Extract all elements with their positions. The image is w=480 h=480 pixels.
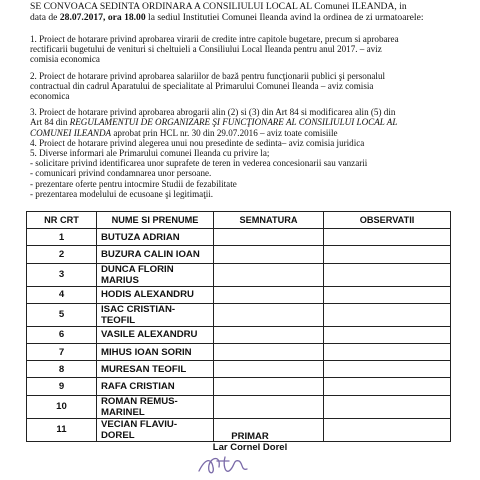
observations-cell xyxy=(324,378,451,395)
table-row: 3 DUNCA FLORIN MARIUS xyxy=(27,263,451,286)
col-header-signature: SEMNATURA xyxy=(214,212,324,229)
col-header-observations: OBSERVATII xyxy=(324,212,451,229)
intro-paragraph xyxy=(30,1,470,23)
member-name: HODIS ALEXANDRU xyxy=(97,286,214,303)
observations-cell xyxy=(324,361,451,378)
sub-item: - solicitare privind identificarea unor suprafete de teren in vederea concesionarii sau vanzarii xyxy=(30,158,368,169)
member-name: ISAC CRISTIAN-TEOFIL xyxy=(97,303,214,326)
signature-cell xyxy=(214,303,324,326)
agenda-list: 1. Proiect de hotarare privind aprobarea virarii de credite intre capitole bugetare, precum si aprobarea rectificarii bugetului de venituri si cheltuieli a Consiliului Local Ileanda pentru anul 2017. – aviz comisia economica 2. Proiect de hotarare privind aprobarea salariilor de bază pentru funcţionarii publici şi personalul contractual din cadrul Aparatului de specialitate al Primarului Comunei Ileanda – aviz comisia economica 3. Proiect de hotarare privind aprobarea abrogarii alin (2) si (3) din Art 84 si modificarea alin (5) din Art 84 din REGULAMENTUI DE ORGANIZARE ŞI FUNCŢIONARE AL CONSILIULUI LOCAL AL COMUNEI ILEANDA aprobat prin HCL nr. 30 din 29.07.2016 – aviz toate comisiile 4. Proiect de hotarare privind alegerea unui nou presedinte de sedinta– aviz comisia juridica 5. Diverse informari ale Primarului comunei Ileanda cu privire la; - solicitare privind identificarea unor suprafete de teren in vederea concesionarii sau vanzarii - comunicari privind condamnarea unor persoane. - prezentare oferte pentru intocmire Studii de fezabilitate - prezentarea modelului de ecusoane şi legitimaţii. xyxy=(30,34,470,199)
observations-cell xyxy=(324,286,451,303)
signature-cell xyxy=(214,343,324,360)
attendance-table xyxy=(26,211,451,442)
col-header-name: NUME SI PRENUME xyxy=(97,212,214,229)
table-row: 7 MIHUS IOAN SORIN xyxy=(27,343,451,360)
intro-line-2: data de 28.07.2017, ora 18.00 la sediul Institutiei Comunei Ileanda avind la ordinea de zi urmatoarele: xyxy=(30,12,424,24)
member-name: RAFA CRISTIAN xyxy=(97,378,214,395)
table-row: 4 HODIS ALEXANDRU xyxy=(27,286,451,303)
member-name: VECIAN FLAVIU-DOREL xyxy=(97,418,214,441)
table-row: 11 VECIAN FLAVIU-DOREL xyxy=(27,418,451,441)
member-name: ROMAN REMUS-MARINEL xyxy=(97,395,214,418)
member-name: BUTUZA ADRIAN xyxy=(97,229,214,246)
agenda-item-4: 4. Proiect de hotarare privind alegerea unui nou presedinte de sedinta– aviz comisia juridica xyxy=(30,137,365,148)
observations-cell xyxy=(324,303,451,326)
signature-cell xyxy=(214,263,324,286)
member-name: VASILE ALEXANDRU xyxy=(97,326,214,343)
table-row: 1 BUTUZA ADRIAN xyxy=(27,229,451,246)
agenda-item-1: 1. Proiect de hotarare privind aprobarea virarii de credite intre capitole bugetare, precum si aprobarea xyxy=(30,34,399,44)
signature-cell xyxy=(214,286,324,303)
table-row: 5 ISAC CRISTIAN-TEOFIL xyxy=(27,303,451,326)
agenda-item-2: 2. Proiect de hotarare privind aprobarea salariilor de bază pentru funcţionarii publici şi personalul xyxy=(30,70,386,81)
member-name: BUZURA CALIN IOAN xyxy=(97,246,214,263)
sub-item: - prezentarea modelului de ecusoane şi legitimaţii. xyxy=(30,188,214,199)
signature-cell xyxy=(214,361,324,378)
member-name: MIHUS IOAN SORIN xyxy=(97,343,214,360)
observations-cell xyxy=(324,395,451,418)
signature-cell xyxy=(214,395,324,418)
agenda-item-5: 5. Diverse informari ale Primarului comunei Ileanda cu privire la; xyxy=(30,148,270,159)
member-name: DUNCA FLORIN MARIUS xyxy=(97,263,214,286)
sub-item: - comunicari privind condamnarea unor persoane. xyxy=(30,168,212,179)
table-row: 2 BUZURA CALIN IOAN xyxy=(27,246,451,263)
table-row: 8 MURESAN TEOFIL xyxy=(27,361,451,378)
meeting-date: 28.07.2017, ora 18.00 xyxy=(59,12,146,24)
observations-cell xyxy=(324,246,451,263)
observations-cell xyxy=(324,229,451,246)
observations-cell xyxy=(324,263,451,286)
signatory-name: Lar Cornel Dorel xyxy=(212,442,288,453)
signature-cell xyxy=(214,246,324,263)
col-header-nr: NR CRT xyxy=(27,212,97,229)
intro-line-1: SE CONVOACA SEDINTA ORDINARA A CONSILIULUI LOCAL AL Comunei ILEANDA, in xyxy=(30,1,407,12)
handwritten-signature xyxy=(195,449,255,479)
sub-item: - prezentare oferte pentru intocmire Studii de fezabilitate xyxy=(30,178,237,189)
signature-cell xyxy=(214,378,324,395)
table-row: 10 ROMAN REMUS-MARINEL xyxy=(27,395,451,418)
signature-cell xyxy=(214,326,324,343)
observations-cell xyxy=(324,343,451,360)
signature-cell xyxy=(214,229,324,246)
table-row: 9 RAFA CRISTIAN xyxy=(27,378,451,395)
table-header-row xyxy=(27,212,451,229)
table-row: 6 VASILE ALEXANDRU xyxy=(27,326,451,343)
member-name: MURESAN TEOFIL xyxy=(97,361,214,378)
agenda-item-3: 3. Proiect de hotarare privind aprobarea abrogarii alin (2) si (3) din Art 84 si modificarea alin (5) din xyxy=(30,107,396,118)
signatory-title: PRIMAR xyxy=(231,431,269,442)
observations-cell xyxy=(324,326,451,343)
